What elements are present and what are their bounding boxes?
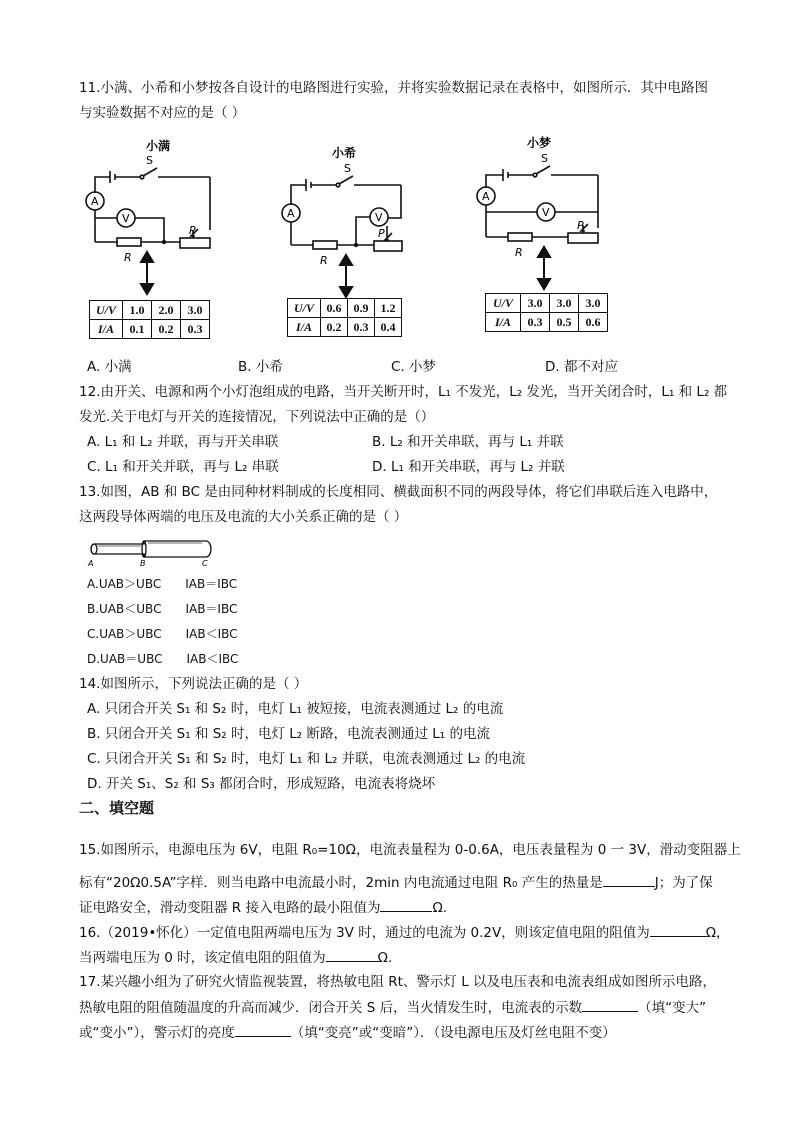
q15-blank-1[interactable]	[603, 872, 655, 887]
u-cell: 1.2	[375, 299, 402, 318]
q12-line1: 12.由开关、电源和两个小灯泡组成的电路，当开关断开时，L₁ 不发光，L₂ 发光，当开关闭合时，L₁ 和 L₂ 都	[79, 384, 728, 400]
q15-line2-tail: J；为了保	[654, 875, 713, 891]
resistor-label: R	[124, 251, 132, 264]
q14-option-b[interactable]: B. 只闭合开关 S₁ 和 S₂ 时，电灯 L₂ 断路，电流表测通过 L₁ 的电流	[87, 726, 491, 742]
q13-line1: 13.如图，AB 和 BC 是由同种材料制成的长度相同、横截面积不同的两段导体，将它们串联后连入电路中，	[79, 484, 718, 500]
switch-label: S	[541, 152, 548, 165]
circuit-title: 小满	[146, 139, 171, 153]
q13-option-d[interactable]: D.UAB＝UBC IAB＜IBC	[87, 652, 239, 666]
q13-option-c[interactable]: C.UAB＞UBC IAB＜IBC	[87, 627, 238, 641]
q17-line2-tail: （填“变大”	[638, 1000, 707, 1016]
label-a: A	[88, 559, 94, 568]
u-cell: 1.0	[123, 301, 152, 320]
data-table-xiaoxi	[287, 298, 402, 337]
switch-label: S	[344, 162, 351, 175]
i-cell: 0.2	[152, 320, 181, 339]
u-cell: 3.0	[181, 301, 210, 320]
q12-option-c[interactable]: C. L₁ 和开关并联，再与 L₂ 串联	[87, 459, 279, 475]
q11-line1: 11.小满、小希和小梦按各自设计的电路图进行实验，并将实验数据记录在表格中，如图所示．其中电路图	[79, 80, 708, 96]
section-title-fill-in: 二、填空题	[79, 799, 155, 817]
i-cell: 0.6	[579, 313, 608, 332]
i-label: I/A	[90, 320, 123, 339]
voltmeter-label: V	[122, 212, 130, 225]
q16-line2-tail: Ω.	[377, 950, 393, 966]
q15-line1: 15.如图所示，电源电压为 6V，电阻 R₀=10Ω，电流表量程为 0-0.6A，电压表量程为 0 一 3V，滑动变阻器上	[79, 842, 741, 858]
q14-option-c[interactable]: C. 只闭合开关 S₁ 和 S₂ 时，电灯 L₁ 和 L₂ 并联，电流表测通过 L₂ 的电流	[87, 751, 526, 767]
resistor-label: R	[320, 254, 328, 267]
q17-line3	[79, 1022, 616, 1043]
switch-label: S	[146, 154, 153, 167]
u-label: U/V	[486, 294, 521, 313]
q11-option-b[interactable]: B. 小希	[238, 359, 283, 375]
i-cell: 0.3	[521, 313, 550, 332]
i-cell: 0.3	[348, 318, 375, 337]
q14-option-d[interactable]: D. 开关 S₁、S₂ 和 S₃ 都闭合时，形成短路，电流表将烧坏	[87, 776, 436, 792]
i-cell: 0.5	[550, 313, 579, 332]
q15-line2	[79, 872, 713, 893]
q17-line3-tail: （填“变亮”或“变暗”）．（设电源电压及灯丝电阻不变）	[290, 1025, 616, 1041]
q15-line2-text: 标有“20Ω0.5A”字样．则当电路中电流最小时，2min 内电流通过电阻 R₀ 产生的热量是	[79, 875, 603, 891]
conductor-diagram	[84, 534, 219, 568]
resistor-label: R	[515, 246, 523, 259]
data-table-xiaomeng	[485, 293, 608, 332]
q12-line2: 发光.关于电灯与开关的连接情况，下列说法中正确的是（）	[79, 409, 435, 425]
voltmeter-label: V	[375, 211, 383, 224]
q16-line2	[79, 947, 392, 968]
i-label: I/A	[288, 318, 321, 337]
i-cell: 0.2	[321, 318, 348, 337]
label-c: C	[202, 559, 208, 568]
ammeter-label: A	[91, 195, 99, 208]
q11-option-d[interactable]: D. 都不对应	[545, 359, 618, 375]
q15-line3-tail: Ω.	[432, 900, 448, 916]
q13-line2: 这两段导体两端的电压及电流的大小关系正确的是（ ）	[79, 509, 408, 525]
rheostat-label: P	[378, 227, 385, 240]
circuit-title: 小希	[332, 146, 357, 160]
i-cell: 0.4	[375, 318, 402, 337]
ammeter-label: A	[482, 190, 490, 203]
q12-option-b[interactable]: B. L₂ 和开关串联，再与 L₁ 并联	[372, 434, 564, 450]
q17-blank-2[interactable]	[235, 1022, 291, 1037]
i-cell: 0.1	[123, 320, 152, 339]
circuit-title: 小梦	[527, 136, 552, 150]
q16-line1-tail: Ω，	[705, 925, 730, 941]
u-cell: 2.0	[152, 301, 181, 320]
q15-blank-2[interactable]	[380, 897, 432, 912]
i-cell: 0.3	[181, 320, 210, 339]
q14-option-a[interactable]: A. 只闭合开关 S₁ 和 S₂ 时，电灯 L₁ 被短接，电流表测通过 L₂ 的电流	[87, 701, 504, 717]
q12-option-d[interactable]: D. L₁ 和开关串联，再与 L₂ 并联	[372, 459, 565, 475]
q16-line1	[79, 922, 730, 943]
q17-line2	[79, 997, 706, 1018]
q17-line2-text: 热敏电阻的阻值随温度的升高而减少．闭合开关 S 后，当火情发生时，电流表的示数	[79, 1000, 583, 1016]
label-b: B	[140, 559, 146, 568]
q15-line3-text: 证电路安全，滑动变阻器 R 接入电路的最小阻值为	[79, 900, 381, 916]
q17-blank-1[interactable]	[582, 997, 638, 1012]
q14-line1: 14.如图所示，下列说法正确的是（ ）	[79, 676, 308, 692]
u-cell: 0.9	[348, 299, 375, 318]
q17-line3-text: 或“变小”），警示灯的亮度	[79, 1025, 235, 1041]
ammeter-label: A	[287, 207, 295, 220]
rheostat-label: P	[189, 224, 196, 237]
q15-line3	[79, 897, 447, 918]
q11-option-c[interactable]: C. 小梦	[391, 359, 437, 375]
q11-option-a[interactable]: A. 小满	[87, 359, 132, 375]
q17-line1: 17.某兴趣小组为了研究火情监视装置，将热敏电阻 Rt、警示灯 L 以及电压表和电流表组成如图所示电路，	[79, 974, 717, 990]
rheostat-label: P	[577, 219, 584, 232]
q16-line2-text: 当两端电压为 0 时，该定值电阻的阻值为	[79, 950, 326, 966]
q13-option-a[interactable]: A.UAB＞UBC IAB＝IBC	[87, 577, 238, 591]
q16-blank-2[interactable]	[326, 947, 378, 962]
q16-line1-text: 16.（2019•怀化）一定值电阻两端电压为 3V 时，通过的电流为 0.2V，则该定值电阻的阻值为	[79, 925, 650, 941]
q13-option-b[interactable]: B.UAB＜UBC IAB＝IBC	[87, 602, 238, 616]
u-cell: 3.0	[521, 294, 550, 313]
i-label: I/A	[486, 313, 521, 332]
u-cell: 0.6	[321, 299, 348, 318]
voltmeter-label: V	[542, 206, 550, 219]
q12-option-a[interactable]: A. L₁ 和 L₂ 并联，再与开关串联	[87, 434, 279, 450]
u-cell: 3.0	[579, 294, 608, 313]
data-table-xiaoman	[89, 300, 210, 339]
u-label: U/V	[90, 301, 123, 320]
u-cell: 3.0	[550, 294, 579, 313]
u-label: U/V	[288, 299, 321, 318]
q11-line2: 与实验数据不对应的是（ ）	[79, 105, 246, 121]
q16-blank-1[interactable]	[650, 922, 706, 937]
